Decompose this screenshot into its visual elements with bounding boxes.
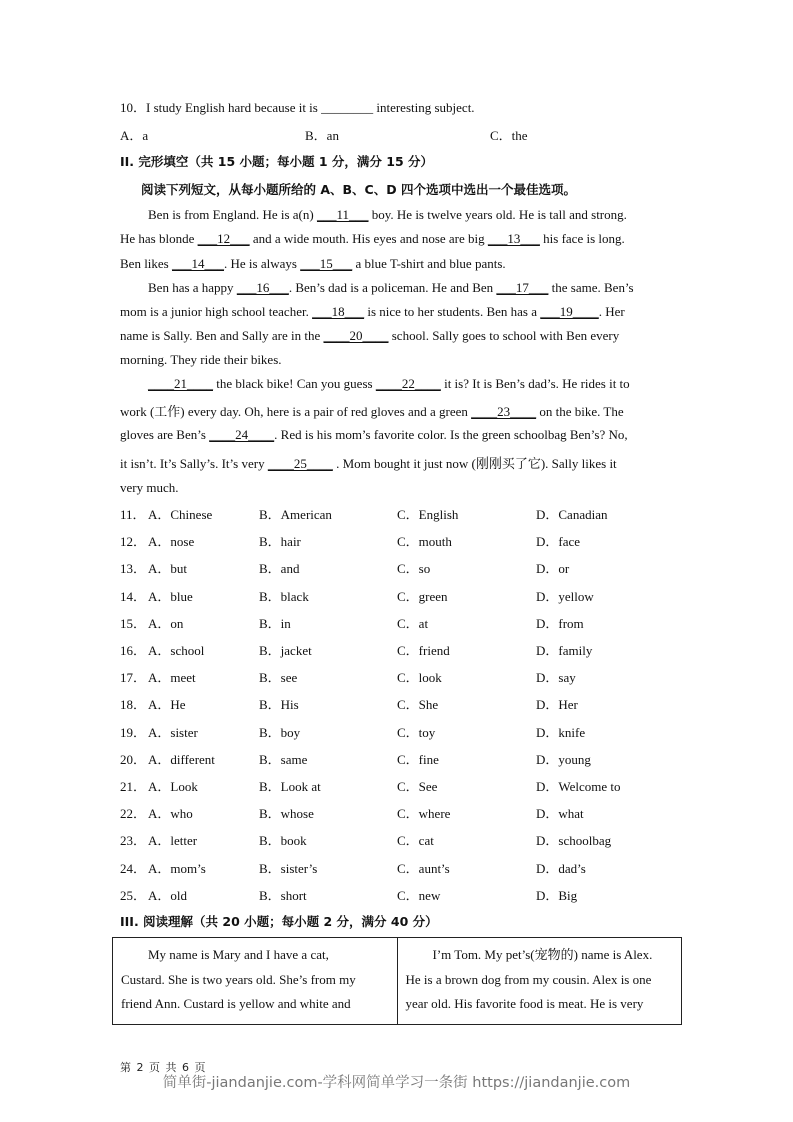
question-number: 19． [120,725,147,740]
question-option-b: B．jacket [259,643,312,658]
question-number: 14． [120,589,147,604]
question-option-c: C．fine [397,752,439,767]
question-number: 22． [120,806,147,821]
passage-text: . Mom bought it just now (刚刚买了它). Sally likes it [332,456,617,471]
question-number: 21． [120,779,147,794]
blank-number: ___15___ [300,256,353,271]
question-option-a: A．blue [148,589,193,604]
question-option-c: C．look [397,670,442,685]
passage-text: He has blonde [120,231,198,246]
question-option-b: B．black [259,589,309,604]
question-option-a: A．sister [148,725,198,740]
question-option-b: B．whose [259,806,314,821]
passage-text: Ben has a happy [148,280,237,295]
question-option-b: B．boy [259,725,301,740]
question-option-b: B．sister’s [259,861,318,876]
question-number: 12． [120,534,147,549]
passage-text: Ben likes [120,256,172,271]
question-option-c: C．English [397,507,459,522]
watermark-text: 简单街-jiandanjie.com-学科网简单学习一条街 https://jiandanjie.com [162,1075,631,1091]
passage-line [120,401,624,420]
passage-text: gloves are Ben’s [120,427,210,442]
blank-number: ____20____ [323,328,389,343]
passage-text: boy. He is twelve years old. He is tall and strong. [368,207,627,222]
question-option-d: D．Big [536,888,578,903]
blank-number: ____21____ [148,376,213,391]
passage-right-line: He is a brown dog from my cousin. Alex is one [405,971,652,987]
blank-number: ____22____ [375,376,441,391]
passage-text: mom is a junior high school teacher. [120,304,313,319]
question-number: 24． [120,861,147,876]
question-option-d: D．Welcome to [536,779,621,794]
passage-left-line: friend Ann. Custard is yellow and white and [121,996,351,1011]
question-10-option-b: B．an [305,128,339,143]
passage-text: name is Sally. Ben and Sally are in the [120,328,324,343]
passage-text: . Her [598,304,625,319]
question-option-d: D．say [536,670,576,685]
passage-text: his face is long. [539,231,625,246]
question-option-d: D．yellow [536,589,594,604]
question-option-c: C．cat [397,833,434,848]
question-option-d: D．what [536,806,584,821]
passage-line [120,231,625,247]
question-option-d: D．schoolbag [536,833,612,848]
question-option-d: D．from [536,616,584,631]
blank-number: ___13___ [487,231,540,246]
question-option-c: C．She [397,697,439,712]
question-option-a: A．nose [148,534,195,549]
question-option-c: C．green [397,589,448,604]
passage-text: the same. Ben’s [548,280,634,295]
passage-text: morning. They ride their bikes. [120,352,282,367]
passage-line [120,352,282,368]
passage-left-line: Custard. She is two years old. She’s from my [121,971,356,987]
question-option-d: D．young [536,752,591,767]
question-option-a: A．He [148,697,186,712]
passage-text: is nice to her students. Ben has a [364,304,541,319]
question-option-d: D．face [536,534,581,549]
question-option-b: B．hair [259,534,301,549]
blank-number: ____23____ [471,404,537,419]
passage-right-line: I’m Tom. My pet’s(宠物的) name is Alex. [432,947,653,962]
question-number: 16． [120,643,147,658]
passage-line [148,207,627,223]
passage-text: work (工作) every day. Oh, here is a pair of red gloves and a green [120,404,472,419]
passage-left-line: My name is Mary and I have a cat, [148,947,329,962]
passage-line [120,480,178,496]
passage-text: . He is always [224,256,301,271]
question-option-c: C．new [397,888,441,903]
passage-text: school. Sally goes to school with Ben every [388,328,620,343]
question-option-c: C．toy [397,725,436,740]
question-number: 25． [120,888,147,903]
question-10-stem: 10．I study English hard because it is ________ interesting subject. [120,100,475,115]
blank-number: ___14___ [172,256,224,271]
question-option-b: B．short [259,888,307,903]
passage-line [120,328,619,344]
blank-number: ___17___ [496,280,549,295]
passage-text: a blue T-shirt and blue pants. [352,256,506,271]
question-option-a: A．on [148,616,184,631]
question-option-c: C．friend [397,643,450,658]
blank-number: ___18___ [312,304,365,319]
passage-text: it is? It is Ben’s dad’s. He rides it to [440,376,630,391]
question-option-a: A．Look [148,779,198,794]
question-option-b: B．same [259,752,308,767]
blank-number: ____24____ [209,427,275,442]
question-option-a: A．who [148,806,193,821]
passage-line [148,280,634,296]
question-number: 18． [120,697,147,712]
passage-line [148,376,630,392]
question-option-a: A．school [148,643,205,658]
reading-passage-table [112,937,682,1025]
passage-text: . Red is his mom’s favorite color. Is the green schoolbag Ben’s? No, [274,427,628,442]
blank-number: ____25____ [267,456,333,471]
question-option-d: D．or [536,561,570,576]
blank-number: ___16___ [236,280,289,295]
question-number: 23． [120,833,147,848]
section-2-instruction: 阅读下列短文，从每小题所给的 A、B、C、D 四个选项中选出一个最佳选项。 [141,182,576,197]
reading-passage-right [397,938,682,1025]
question-option-c: C．so [397,561,431,576]
question-option-b: B．Look at [259,779,321,794]
question-option-a: A．mom’s [148,861,206,876]
question-10-option-c: C．the [490,128,528,143]
question-number: 15． [120,616,147,631]
question-option-c: C．See [397,779,438,794]
question-option-d: D．knife [536,725,586,740]
question-option-d: D．dad’s [536,861,586,876]
passage-text: on the bike. The [536,404,624,419]
question-option-d: D．Canadian [536,507,608,522]
question-option-a: A．meet [148,670,196,685]
question-option-b: B．in [259,616,291,631]
section-3-heading: III. 阅读理解（共 20 小题；每小题 2 分，满分 40 分） [120,914,438,929]
question-10-option-a: A．a [120,128,149,143]
question-number: 20． [120,752,147,767]
question-option-c: C．where [397,806,451,821]
question-option-d: D．family [536,643,593,658]
question-option-a: A．letter [148,833,198,848]
question-option-b: B．American [259,507,332,522]
section-2-heading: II. 完形填空（共 15 小题；每小题 1 分，满分 15 分） [120,154,434,169]
question-number: 13． [120,561,147,576]
passage-text: and a wide mouth. His eyes and nose are big [249,231,488,246]
passage-line [120,256,506,272]
passage-text: . Ben’s dad is a policeman. He and Ben [288,280,497,295]
question-option-c: C．mouth [397,534,452,549]
passage-text: the black bike! Can you guess [213,376,376,391]
passage-text: it isn’t. It’s Sally’s. It’s very [120,456,268,471]
question-number: 17． [120,670,147,685]
passage-text: Ben is from England. He is a(n) [148,207,317,222]
passage-right-line: year old. His favorite food is meat. He is very [405,996,644,1011]
question-option-a: A．but [148,561,188,576]
question-option-b: B．and [259,561,300,576]
reading-passage-left [113,938,398,1025]
question-option-c: C．at [397,616,429,631]
blank-number: ___11___ [316,207,369,222]
question-option-a: A．old [148,888,188,903]
question-option-a: A．Chinese [148,507,213,522]
passage-line [120,453,617,472]
passage-text: very much. [120,480,179,495]
question-option-b: B．His [259,697,299,712]
question-option-b: B．book [259,833,307,848]
question-option-b: B．see [259,670,298,685]
question-option-d: D．Her [536,697,578,712]
passage-line [120,304,625,320]
question-option-c: C．aunt’s [397,861,450,876]
blank-number: ___12___ [197,231,250,246]
question-option-a: A．different [148,752,215,767]
page-number: 第 2 页 共 6 页 [120,1061,207,1074]
question-number: 11． [120,507,146,522]
blank-number: ___19____ [540,304,599,319]
passage-line [120,427,628,443]
